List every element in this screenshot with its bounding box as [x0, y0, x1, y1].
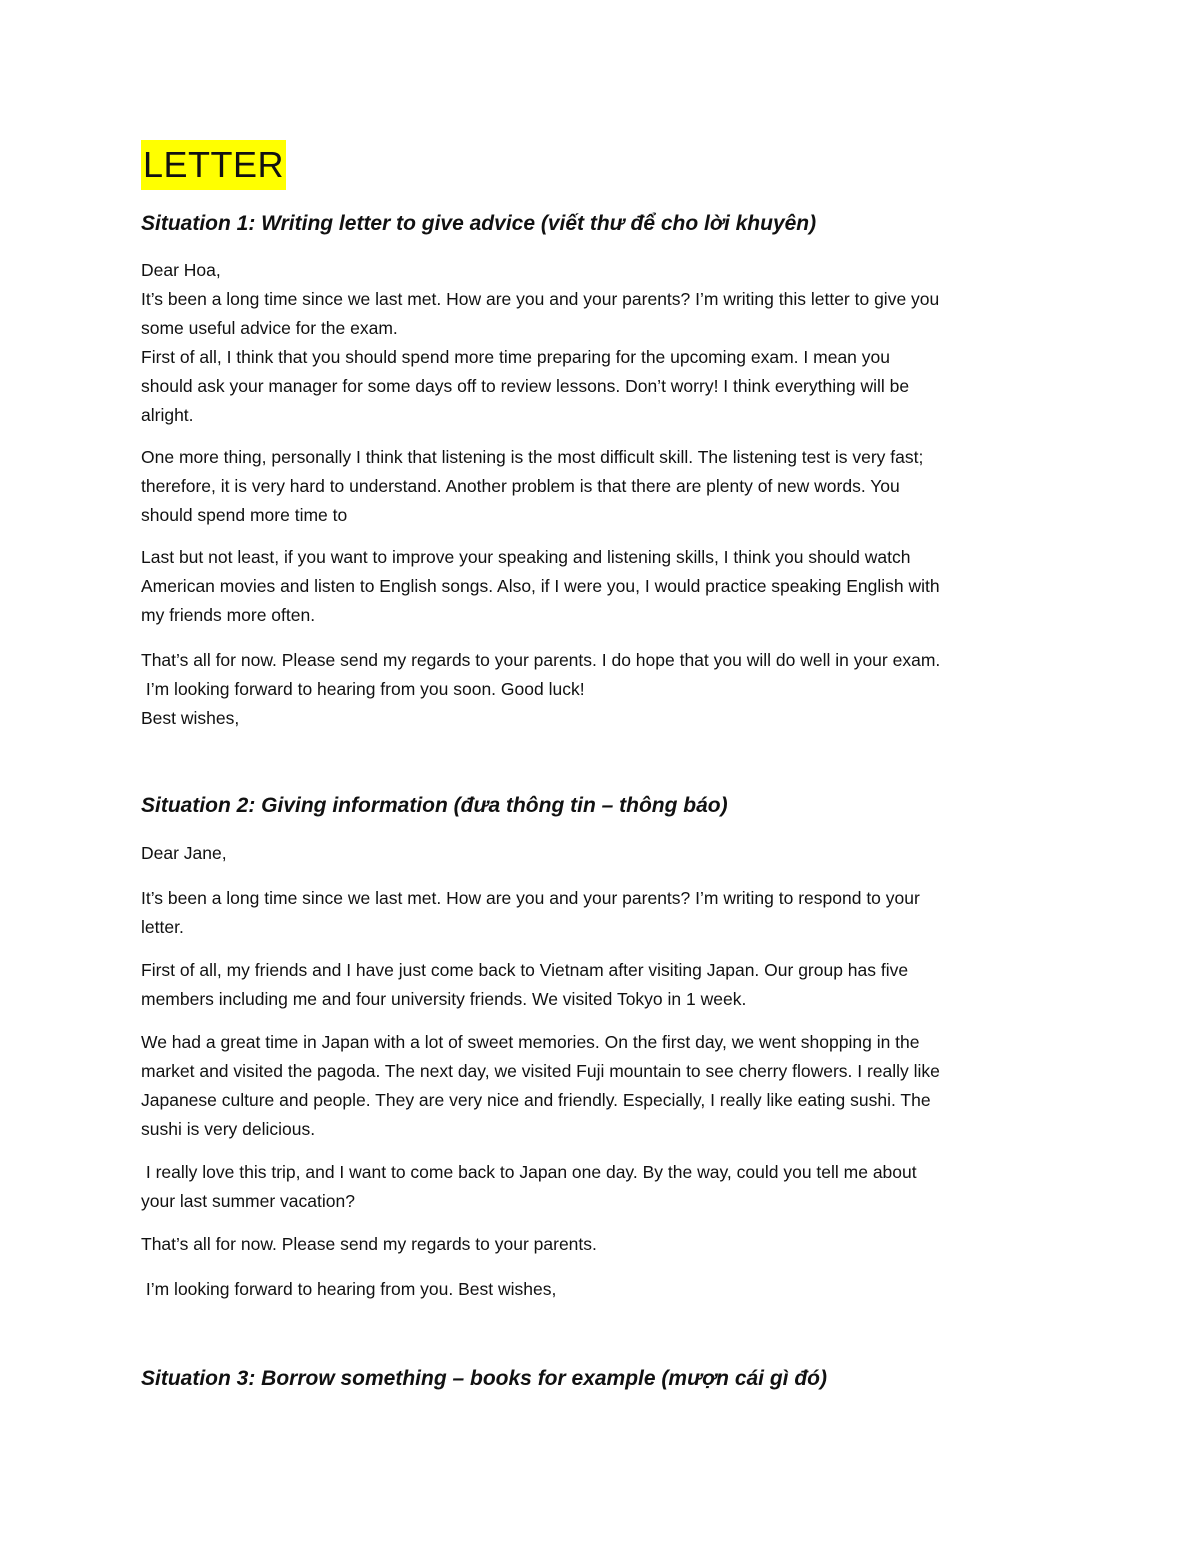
text-line: some useful advice for the exam. — [141, 318, 398, 338]
sign-off: I’m looking forward to hearing from you. Best wishes, — [141, 1279, 557, 1299]
text-line: alright. — [141, 405, 194, 425]
text-line: letter. — [141, 917, 184, 937]
situation-2-paragraph-5 — [141, 1230, 1071, 1259]
text-line: First of all, I think that you should spend more time preparing for the upcoming exam. I mean you — [141, 347, 890, 367]
situation-1-paragraph-2 — [141, 443, 1071, 530]
salutation: Dear Jane, — [141, 843, 227, 863]
text-line: my friends more often. — [141, 605, 316, 625]
text-line: It’s been a long time since we last met. How are you and your parents? I’m writing this letter to give you — [141, 289, 940, 309]
situation-2-heading: Situation 2: Giving information (đưa thông tin – thông báo) — [141, 794, 728, 817]
situation-2-paragraph-6 — [141, 1275, 1071, 1304]
document-title: LETTER — [141, 140, 286, 190]
situation-1-closing — [141, 646, 1071, 733]
text-line: I really love this trip, and I want to come back to Japan one day. By the way, could you tell me about — [141, 1162, 917, 1182]
situation-2-paragraph-4 — [141, 1158, 1071, 1216]
text-line: market and visited the pagoda. The next day, we visited Fuji mountain to see cherry flowers. I really like — [141, 1061, 940, 1081]
text-line: members including me and four university friends. We visited Tokyo in 1 week. — [141, 989, 747, 1009]
text-line: That’s all for now. Please send my regards to your parents. I do hope that you will do well in your exam. — [141, 650, 941, 670]
sign-off: Best wishes, — [141, 708, 240, 728]
situation-2-paragraph-1 — [141, 884, 1071, 942]
text-line: American movies and listen to English songs. Also, if I were you, I would practice speaking English with — [141, 576, 940, 596]
text-line: It’s been a long time since we last met. How are you and your parents? I’m writing to respond to your — [141, 888, 920, 908]
text-line: I’m looking forward to hearing from you soon. Good luck! — [141, 679, 585, 699]
situation-2-paragraph-3 — [141, 1028, 1071, 1144]
situation-2-salutation — [141, 839, 1071, 868]
situation-1-heading: Situation 1: Writing letter to give advice (viết thư để cho lời khuyên) — [141, 212, 817, 235]
text-line: First of all, my friends and I have just come back to Vietnam after visiting Japan. Our group has five — [141, 960, 909, 980]
situation-2-paragraph-2 — [141, 956, 1071, 1014]
salutation: Dear Hoa, — [141, 260, 221, 280]
text-line: Japanese culture and people. They are very nice and friendly. Especially, I really like eating sushi. The — [141, 1090, 931, 1110]
text-line: One more thing, personally I think that listening is the most difficult skill. The listening test is very fast; — [141, 447, 924, 467]
situation-1-paragraph-3 — [141, 543, 1071, 630]
text-line: should ask your manager for some days off to review lessons. Don’t worry! I think everything will be — [141, 376, 910, 396]
text-line: That’s all for now. Please send my regards to your parents. — [141, 1234, 597, 1254]
situation-1-letter-body — [141, 256, 1071, 430]
text-line: therefore, it is very hard to understand. Another problem is that there are plenty of new words. You — [141, 476, 900, 496]
text-line: your last summer vacation? — [141, 1191, 355, 1211]
text-line: We had a great time in Japan with a lot of sweet memories. On the first day, we went shopping in the — [141, 1032, 920, 1052]
situation-3-heading: Situation 3: Borrow something – books for example (mượn cái gì đó) — [141, 1367, 827, 1390]
text-line: sushi is very delicious. — [141, 1119, 316, 1139]
text-line: Last but not least, if you want to improve your speaking and listening skills, I think you should watch — [141, 547, 911, 567]
text-line: should spend more time to — [141, 505, 348, 525]
